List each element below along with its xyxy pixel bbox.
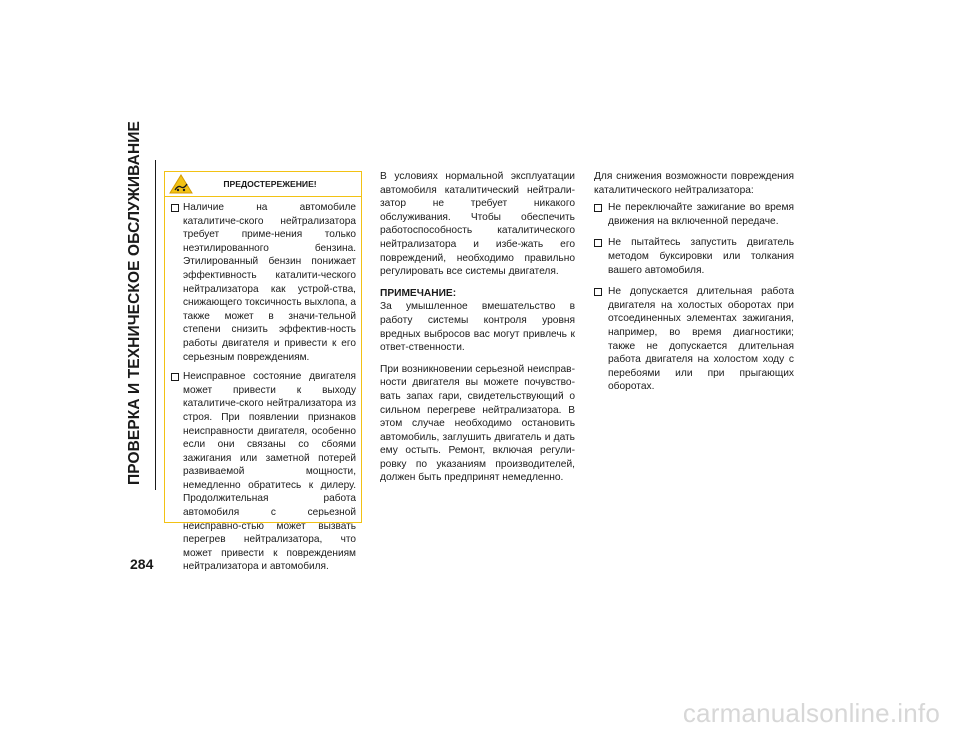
list-item (594, 201, 794, 228)
checkbox-bullet-icon (171, 373, 179, 381)
watermark: carmanualsonline.info (682, 698, 940, 728)
checkbox-bullet-icon (594, 288, 602, 296)
checkbox-bullet-icon (594, 204, 602, 212)
list-item (171, 370, 356, 574)
warning-title: ПРЕДОСТЕРЕЖЕНИЕ! (223, 179, 317, 189)
list-item-text: Не допускается длительная работа двигателя на холостых оборотах при отсоединенных элементах зажигания, например, во время диагностики; также не допускается длительная работа двигателя на холостом ходу с перебоями или при прыгающих оборотах. (608, 286, 794, 393)
section-title: ПРОВЕРКА И ТЕХНИЧЕСКОЕ ОБСЛУЖИВАНИЕ (126, 121, 143, 485)
note-text: За умышленное вмешательство в работу системы контроля уровня вредных выбросов вас могут привлечь к ответ-ственности. (380, 301, 575, 354)
page-number: 284 (130, 556, 154, 572)
warning-item-text: Наличие на автомобиле каталитиче-ского нейтрализатора требует приме-нения только неэтилированного бензина. Этилированный бензин понижает эффективность каталити-ческого нейтрализатора как устрой-ства, снижающего токсичность выхлопа, а также может в значи-тельной степени снизить эффектив-ность работы двигателя и привести к его серьезным повреждениям. (183, 202, 356, 363)
warning-box (164, 171, 362, 573)
text-column-middle (380, 170, 575, 493)
warning-header (165, 172, 361, 197)
intro-paragraph: Для снижения возможности повреждения каталитического нейтрализатора: (594, 171, 794, 196)
list-item (594, 236, 794, 277)
warning-item-text: Неисправное состояние двигателя может привести к выходу каталитиче-ского нейтрализатора из строя. При появлении признаков неисправности двигателя, особенно если они связаны со сбоями зажигания или заметной потерей развиваемой мощности, немедленно обратитесь к дилеру. Продолжительная работа автомобиля с серьезной неисправно-стью может вызвать перегрев нейтрализатора, что может привести к повреждениям нейтрализатора и автомобиля. (183, 371, 356, 573)
paragraph: При возникновении серьезной неисправ-ности двигателя вы можете почувство-вать запах гари, свидетельствующий о сильном перегреве нейтрализатора. В этом случае необходимо остановить автомобиль, заглушить двигатель и дать ему остыть. Ремонт, включая регули-ровку по указаниям производителей, должен быть предпринят немедленно. (380, 363, 575, 484)
list-item (171, 201, 356, 364)
list-item-text: Не переключайте зажигание во время движения на включенной передаче. (608, 202, 794, 227)
note-heading: ПРИМЕЧАНИЕ: (380, 287, 457, 299)
warning-triangle-icon (169, 174, 193, 194)
text-column-right (594, 170, 794, 402)
list-item-text: Не пытайтесь запустить двигатель методом буксировки или толкания вашего автомобиля. (608, 237, 794, 276)
section-divider (155, 160, 156, 490)
checkbox-bullet-icon (171, 204, 179, 212)
precautions-list (594, 201, 794, 394)
list-item (594, 285, 794, 394)
warning-list (165, 197, 361, 574)
checkbox-bullet-icon (594, 239, 602, 247)
paragraph: В условиях нормальной эксплуатации автомобиля каталитический нейтрали-затор не требует никакого обслуживания. Чтобы обеспечить работоспособность каталитического нейтрализатора и избе-жать его повреждений, необходимо правильно регулировать все системы двигателя. (380, 171, 575, 278)
